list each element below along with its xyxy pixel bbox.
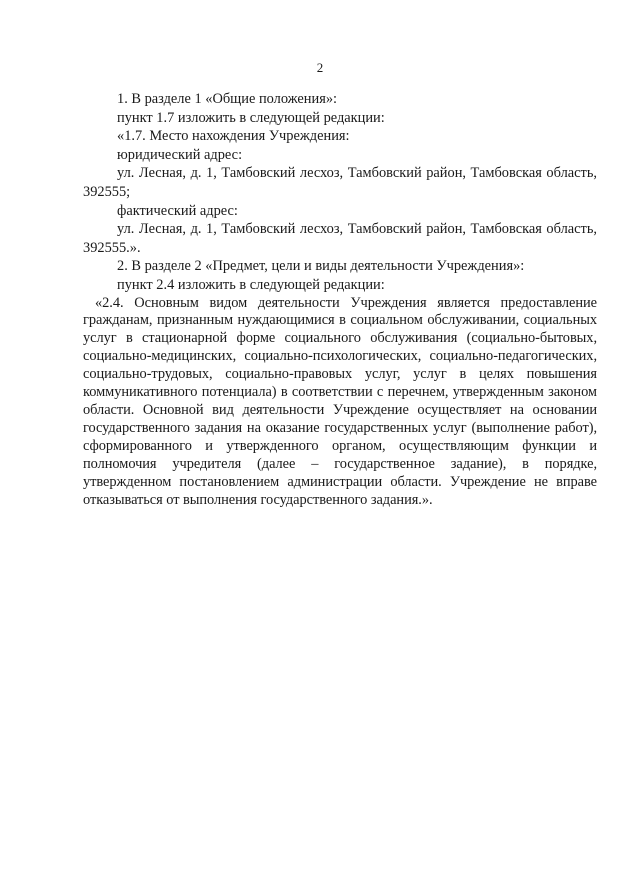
clause-2-4-instruction: пункт 2.4 изложить в следующей редакции: — [117, 276, 385, 293]
actual-address-label: фактический адрес: — [117, 202, 238, 219]
section-1-heading: 1. В разделе 1 «Общие положения»: — [117, 91, 338, 107]
clause-1-7-instruction: пункт 1.7 изложить в следующей редакции: — [117, 109, 385, 126]
legal-address-value: ул. Лесная, д. 1, Тамбовский лесхоз, Тамбовский район, Тамбовская область, 392555; — [83, 165, 597, 200]
page-number: 2 — [316, 60, 324, 75]
clause-2-4-text: «2.4. Основным видом деятельности Учреждения является предоставление гражданам, признанным нуждающимися в социальном обслуживании, социальных услуг в стационарной форме социального обслуживания (социально-бытовых, социально-медицинских, социально-психологических, социально-педагогических, социально-трудовых, социально-правовых услуг, услуг в целях повышения коммуникативного потенциала) в соответствии с перечнем, утвержденным законом области. Основной вид деятельности Учреждение осуществляет на основании государственного задания на оказание государственных услуг (выполнение работ), сформированного и утвержденного органом, осуществляющим функции и полномочия учредителя (далее – государственное задание), в порядке, утвержденном постановлением администрации области. Учреждение не вправе отказываться от выполнения государственного задания.». — [83, 294, 597, 508]
legal-address-label: юридический адрес: — [117, 146, 243, 163]
document-body — [83, 90, 597, 509]
section-2-heading: 2. В разделе 2 «Предмет, цели и виды деятельности Учреждения»: — [117, 258, 525, 275]
clause-1-7-title: «1.7. Место нахождения Учреждения: — [117, 128, 350, 145]
actual-address-value: ул. Лесная, д. 1, Тамбовский лесхоз, Тамбовский район, Тамбовская область, 392555.». — [83, 221, 597, 256]
